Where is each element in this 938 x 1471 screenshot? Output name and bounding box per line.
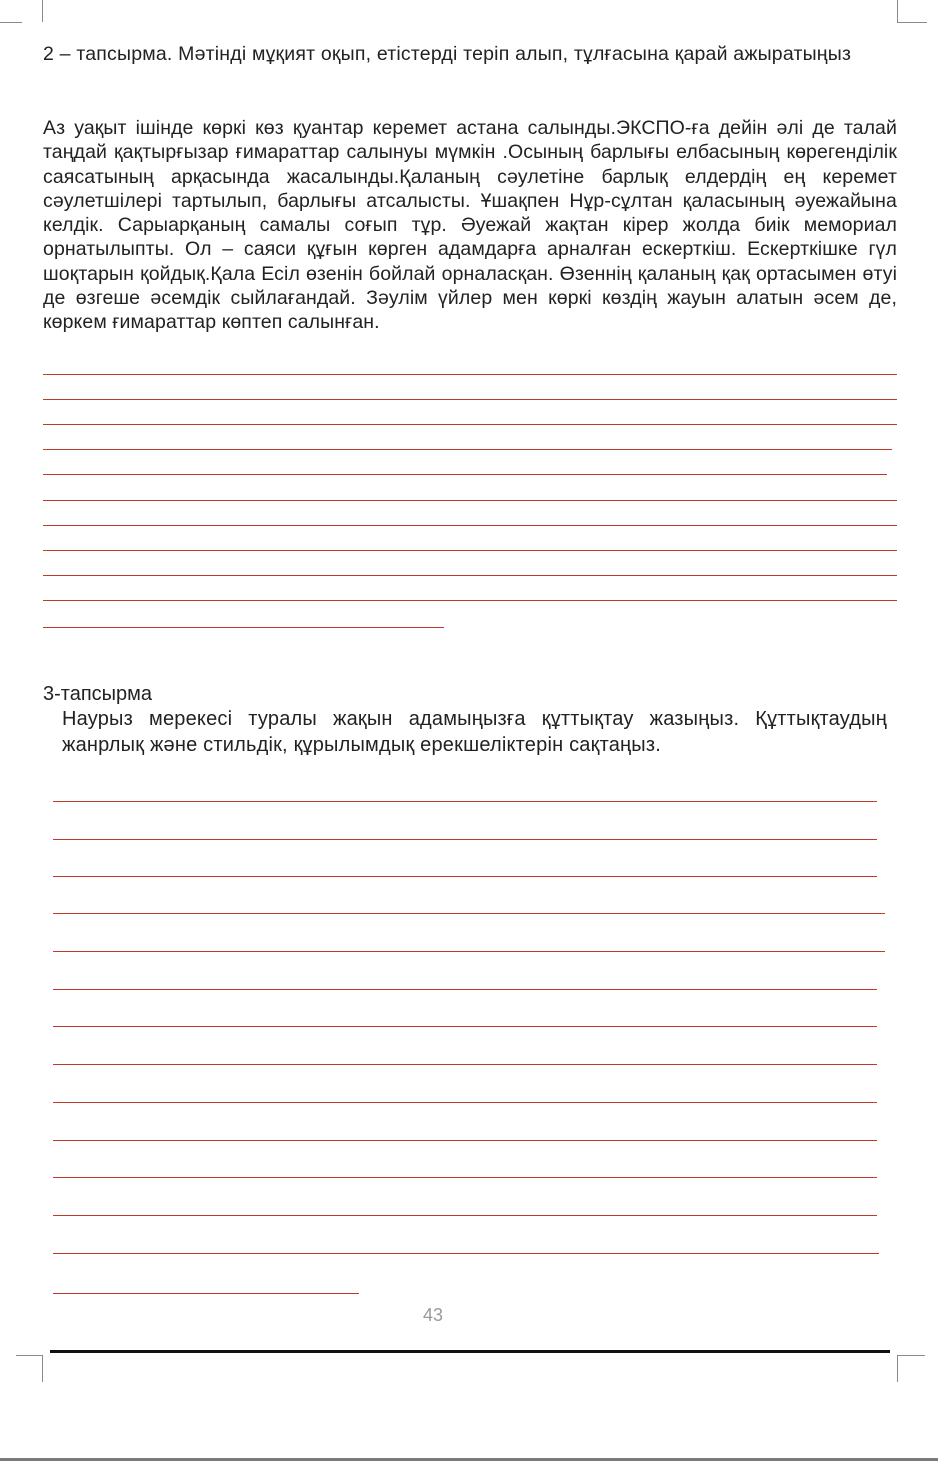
answer-line[interactable] [53, 1253, 879, 1254]
answer-line[interactable] [53, 876, 877, 877]
answer-line[interactable] [53, 1177, 877, 1178]
answer-line[interactable] [43, 627, 444, 628]
crop-mark-top-left [42, 0, 43, 22]
answer-line[interactable] [53, 1064, 877, 1065]
crop-mark-top-right [897, 22, 927, 23]
answer-line[interactable] [53, 1140, 877, 1141]
task2-text: Аз уақыт ішінде көркі көз қуантар керемет астана салынды.ЭКСПО-ға дейін әлі де талай таңдай қақтырғызар ғимараттар салынуы мүмкін .Осының барлығы елбасының көрегенділік саясатының арқасында жасалынды.Қаланың сәулетіне барлық елдердің ең керемет сәулетшілері тартылып, барлығы атсалысты. Ұшақпен Нұр-сұлтан қаласының әуежайына келдік. Сарыарқаның самалы соғып тұр. Әуежай жақтан кірер жолда биік мемориал орнатылыпты. Ол – саяси құғын көрген адамдарға арналған ескерткіш. Ескерткішке гүл шоқтарын қойдық.Қала Есіл өзенін бойлай орналасқан. Өзеннің қаланың қақ ортасымен өтуі де өзгеше әсемдік сыйлағандай. Зәулім үйлер мен көркі көздің жауын алатын әсем де, көркем ғимараттар көптеп салынған. [43, 117, 897, 334]
task2-heading: 2 – тапсырма. Мәтінді мұқият оқып, етістерді теріп алып, тұлғасына қарай ажыратыңыз [43, 43, 852, 65]
footer-rule [50, 1350, 890, 1353]
answer-line[interactable] [43, 449, 892, 450]
answer-line[interactable] [43, 424, 897, 425]
answer-line[interactable] [53, 913, 885, 914]
crop-mark-top-right [897, 0, 898, 22]
answer-line[interactable] [43, 550, 897, 551]
answer-line[interactable] [53, 951, 885, 952]
answer-line[interactable] [43, 474, 887, 475]
answer-line[interactable] [53, 1215, 877, 1216]
crop-mark-bottom-left [42, 1356, 43, 1382]
task3-text: Наурыз мерекесі туралы жақын адамыңызға құттықтау жазыңыз. Құттықтаудың жанрлық және стильдік, құрылымдық ерекшеліктерін сақтаңыз. [62, 708, 887, 756]
answer-line[interactable] [53, 801, 877, 802]
answer-line[interactable] [53, 1026, 877, 1027]
task3-heading: 3-тапсырма [43, 683, 153, 705]
crop-mark-bottom-left [16, 1355, 43, 1356]
answer-line[interactable] [43, 575, 897, 576]
answer-line[interactable] [43, 525, 897, 526]
answer-line[interactable] [43, 399, 897, 400]
crop-mark-bottom-right [897, 1356, 898, 1382]
crop-mark-bottom-right [897, 1355, 925, 1356]
answer-line[interactable] [53, 989, 877, 990]
bottom-edge-bar [0, 1458, 938, 1461]
answer-line[interactable] [53, 839, 877, 840]
crop-mark-top-left [0, 22, 22, 23]
answer-line[interactable] [43, 600, 897, 601]
answer-line[interactable] [43, 374, 897, 375]
answer-line[interactable] [43, 500, 897, 501]
answer-line[interactable] [53, 1293, 359, 1294]
page-number: 43 [422, 1305, 444, 1325]
answer-line[interactable] [53, 1102, 877, 1103]
